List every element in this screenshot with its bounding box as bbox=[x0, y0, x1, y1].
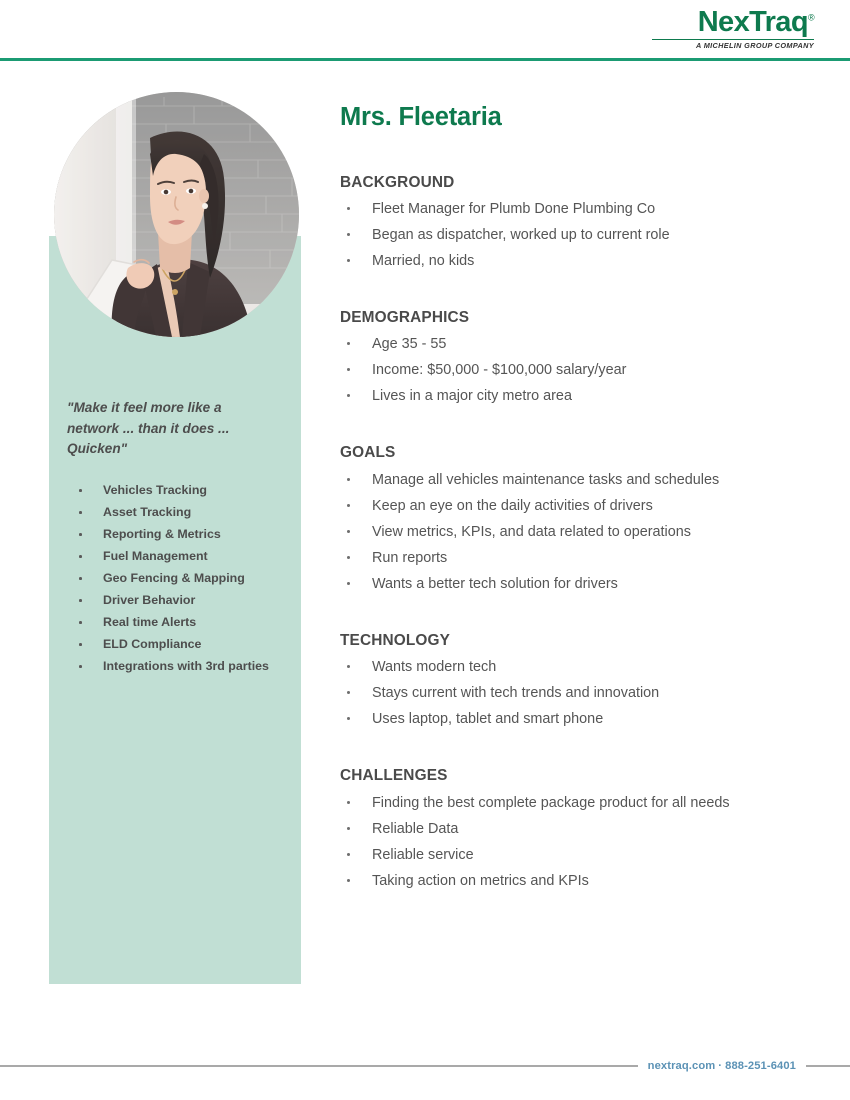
footer-divider-left bbox=[0, 1065, 638, 1066]
list-item: Asset Tracking bbox=[71, 506, 301, 528]
list-item: Manage all vehicles maintenance tasks and schedules bbox=[340, 473, 820, 499]
list-item: Run reports bbox=[340, 551, 820, 577]
footer-divider-right bbox=[806, 1065, 850, 1066]
page-footer bbox=[0, 1056, 850, 1076]
section-bullet-list bbox=[340, 202, 820, 280]
section-heading: DEMOGRAPHICS bbox=[340, 308, 470, 326]
list-item: Driver Behavior bbox=[71, 594, 301, 616]
page-title: Mrs. Fleetaria bbox=[340, 103, 502, 131]
sidebar-content bbox=[49, 236, 301, 984]
logo-word: NexTraq bbox=[697, 6, 808, 38]
list-item: Integrations with 3rd parties bbox=[71, 660, 301, 682]
nextraq-logo bbox=[634, 8, 814, 49]
section-background bbox=[340, 175, 820, 280]
section-heading: GOALS bbox=[340, 444, 396, 462]
section-heading: BACKGROUND bbox=[340, 173, 455, 191]
section-heading: CHALLENGES bbox=[340, 767, 448, 785]
list-item: Real time Alerts bbox=[71, 616, 301, 638]
list-item: Uses laptop, tablet and smart phone bbox=[340, 712, 820, 738]
registered-trademark-icon: ® bbox=[807, 12, 814, 23]
list-item: Wants a better tech solution for drivers bbox=[340, 577, 820, 603]
logo-wordmark-text bbox=[698, 8, 814, 37]
persona-detail-panel bbox=[340, 105, 820, 900]
header-green-rule bbox=[0, 58, 850, 61]
list-item: Married, no kids bbox=[340, 254, 820, 280]
section-heading: TECHNOLOGY bbox=[340, 631, 451, 649]
list-item: Keep an eye on the daily activities of drivers bbox=[340, 499, 820, 525]
list-item: Lives in a major city metro area bbox=[340, 389, 820, 415]
list-item: Taking action on metrics and KPIs bbox=[340, 874, 820, 900]
page-header bbox=[0, 0, 850, 60]
list-item: Wants modern tech bbox=[340, 660, 820, 686]
list-item: Finding the best complete package product for all needs bbox=[340, 796, 820, 822]
list-item: Vehicles Tracking bbox=[71, 484, 301, 506]
list-item: Income: $50,000 - $100,000 salary/year bbox=[340, 363, 820, 389]
list-item: Geo Fencing & Mapping bbox=[71, 572, 301, 594]
footer-contact bbox=[638, 1060, 806, 1072]
list-item: Reliable Data bbox=[340, 822, 820, 848]
footer-phone[interactable]: 888-251-6401 bbox=[725, 1060, 796, 1072]
list-item: Stays current with tech trends and innovation bbox=[340, 686, 820, 712]
persona-quote: "Make it feel more like a network ... than it does ... Quicken" bbox=[67, 400, 230, 457]
logo-tagline-text: A MICHELIN GROUP COMPANY bbox=[696, 41, 814, 50]
section-challenges bbox=[340, 768, 820, 899]
section-bullet-list bbox=[340, 337, 820, 415]
list-item: Age 35 - 55 bbox=[340, 337, 820, 363]
list-item: Reliable service bbox=[340, 848, 820, 874]
section-demographics bbox=[340, 310, 820, 415]
section-technology bbox=[340, 633, 820, 738]
logo-divider bbox=[652, 39, 814, 40]
list-item: ELD Compliance bbox=[71, 638, 301, 660]
list-item: Fleet Manager for Plumb Done Plumbing Co bbox=[340, 202, 820, 228]
list-item: Fuel Management bbox=[71, 550, 301, 572]
list-item: View metrics, KPIs, and data related to operations bbox=[340, 525, 820, 551]
section-goals bbox=[340, 445, 820, 602]
list-item: Reporting & Metrics bbox=[71, 528, 301, 550]
footer-separator: · bbox=[718, 1060, 723, 1072]
footer-website-link[interactable]: nextraq.com bbox=[647, 1060, 716, 1072]
sidebar-feature-list bbox=[71, 484, 301, 682]
section-bullet-list bbox=[340, 796, 820, 900]
section-bullet-list bbox=[340, 473, 820, 603]
section-bullet-list bbox=[340, 660, 820, 738]
list-item: Began as dispatcher, worked up to current role bbox=[340, 228, 820, 254]
